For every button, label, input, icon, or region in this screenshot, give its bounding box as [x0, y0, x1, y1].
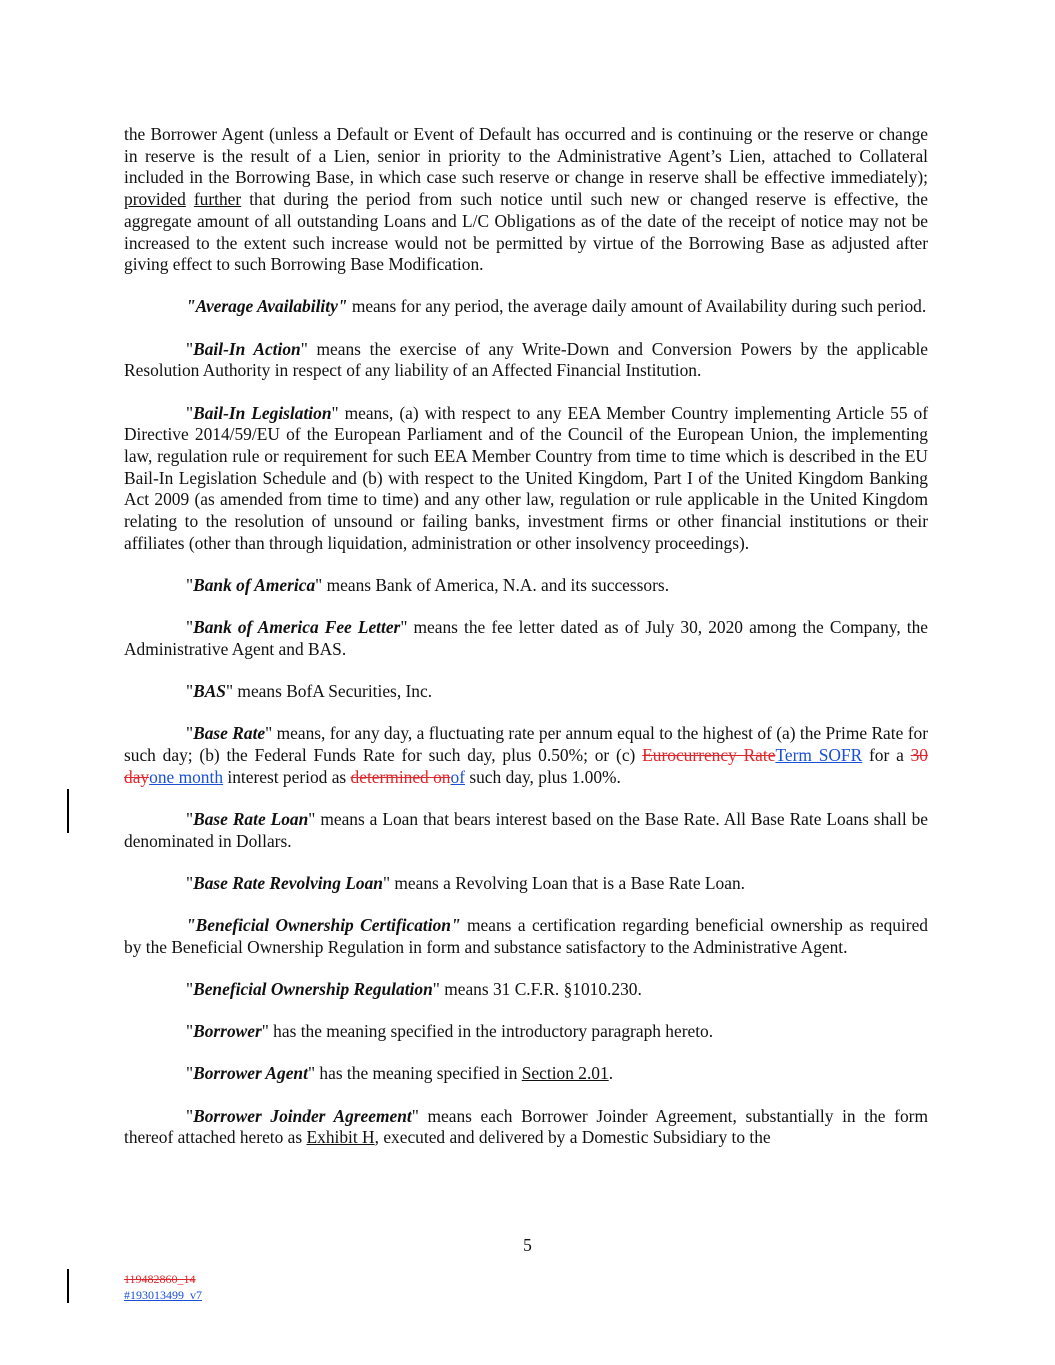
- definition-base-rate: "Base Rate" means, for any day, a fluctuating rate per annum equal to the highest of (a) the Prime Rate for such day; (b) the Federal Funds Rate for such day, plus 0.50%; or (c) Eurocurrency RateTerm SOFR for a 30 dayone month interest period as determined onof such day, plus 1.00%.: [124, 723, 928, 787]
- defined-term: Base Rate: [193, 723, 266, 744]
- defined-term: Borrower Joinder Agreement: [193, 1105, 412, 1126]
- document-id-footer: [124, 1271, 202, 1303]
- defined-term: Bank of America: [193, 574, 316, 595]
- definition-bank-of-america: "Bank of America" means Bank of America, N.A. and its successors.: [186, 574, 670, 595]
- exhibit-reference-link: Exhibit H: [306, 1127, 375, 1148]
- defined-term: Bail-In Legislation: [193, 402, 332, 423]
- definition-beneficial-ownership-certification: "Beneficial Ownership Certification" means a certification regarding beneficial ownership as required by the Beneficial Ownership Regulation in form and substance satisfactory to the Administrative Agent.: [124, 914, 929, 957]
- page-number: 5: [523, 1235, 532, 1255]
- defined-term: Beneficial Ownership Regulation: [193, 978, 433, 999]
- old-document-id: 119482860_14: [124, 1272, 196, 1286]
- defined-term: BAS: [193, 681, 226, 702]
- deleted-text: determined on: [350, 766, 451, 787]
- definition-bank-of-america-fee-letter: "Bank of America Fee Letter" means the fee letter dated as of July 30, 2020 among the Company, the Administrative Agent and BAS.: [124, 617, 928, 659]
- definition-beneficial-ownership-regulation: "Beneficial Ownership Regulation" means 31 C.F.R. §1010.230.: [186, 978, 642, 999]
- definition-bas: "BAS" means BofA Securities, Inc.: [186, 681, 433, 702]
- defined-term: Base Rate Loan: [193, 808, 309, 829]
- defined-term: Base Rate Revolving Loan: [193, 872, 383, 893]
- defined-term: Bail-In Action: [193, 338, 301, 359]
- definition-bail-in-action: "Bail-In Action" means the exercise of any Write-Down and Conversion Powers by the applicable Resolution Authority in respect of any liability of an Affected Financial Institution.: [124, 338, 928, 381]
- document-body: [124, 124, 928, 1169]
- deleted-text: 30 day: [124, 744, 928, 787]
- defined-term: Bank of America Fee Letter: [193, 617, 401, 638]
- definition-base-rate-revolving-loan: "Base Rate Revolving Loan" means a Revolving Loan that is a Base Rate Loan.: [186, 872, 746, 893]
- definition-bail-in-legislation: "Bail-In Legislation" means, (a) with respect to any EEA Member Country implementing Article 55 of Directive 2014/59/EU of the European Parliament and of the Council of the European Union, the implementing law, regulation rule or requirement for such EEA Member Country from time to time which is described in the EU Bail-In Legislation Schedule and (b) with respect to the United Kingdom, Part I of the United Kingdom Banking Act 2009 (as amended from time to time) and any other law, regulation or rule applicable in the United Kingdom relating to the resolution of unsound or failing banks, investment firms or other financial institutions or their affiliates (other than through liquidation, administration or other insolvency proceedings).: [124, 402, 928, 553]
- definition-borrower-joinder-agreement: "Borrower Joinder Agreement" means each Borrower Joinder Agreement, substantially in the form thereof attached hereto as Exhibit H, executed and delivered by a Domestic Subsidiary to the: [124, 1105, 928, 1148]
- defined-term: Borrower: [193, 1021, 262, 1042]
- change-bar: [67, 1269, 69, 1303]
- definition-borrower-agent: "Borrower Agent" has the meaning specified in Section 2.01.: [186, 1063, 614, 1084]
- section-reference-link: Section 2.01: [521, 1063, 609, 1084]
- definition-base-rate-loan: "Base Rate Loan" means a Loan that bears interest based on the Base Rate. All Base Rate Loans shall be denominated in Dollars.: [124, 808, 929, 851]
- definition-borrower: "Borrower" has the meaning specified in the introductory paragraph hereto.: [186, 1021, 714, 1042]
- defined-term: Borrower Agent: [193, 1063, 308, 1084]
- new-document-id: #193013499_v7: [124, 1288, 202, 1302]
- paragraph-borrowing-base-continuation: the Borrower Agent (unless a Default or Event of Default has occurred and is continuing or the reserve or change in reserve is the result of a Lien, senior in priority to the Administrative Agent’s Lien, attached to Collateral included in the Borrowing Base, in which case such reserve or change in reserve shall be effective immediately); provided further that during the period from such notice until such new or changed reserve is effective, the aggregate amount of all outstanding Loans and L/C Obligations as of the date of the receipt of notice may not be increased to the extent such increase would not be permitted by virtue of the Borrowing Base as adjusted after giving effect to such Borrowing Base Modification.: [124, 124, 928, 275]
- inserted-text: Term SOFR: [775, 744, 863, 765]
- deleted-text: Eurocurrency Rate: [642, 744, 776, 765]
- inserted-text: one month: [149, 766, 224, 787]
- defined-term: "Average Availability": [186, 296, 348, 317]
- change-bar: [67, 789, 69, 833]
- inserted-text: of: [450, 766, 465, 787]
- definition-average-availability: "Average Availability" means for any period, the average daily amount of Availability during such period.: [186, 296, 927, 317]
- defined-term: "Beneficial Ownership Certification": [186, 914, 461, 935]
